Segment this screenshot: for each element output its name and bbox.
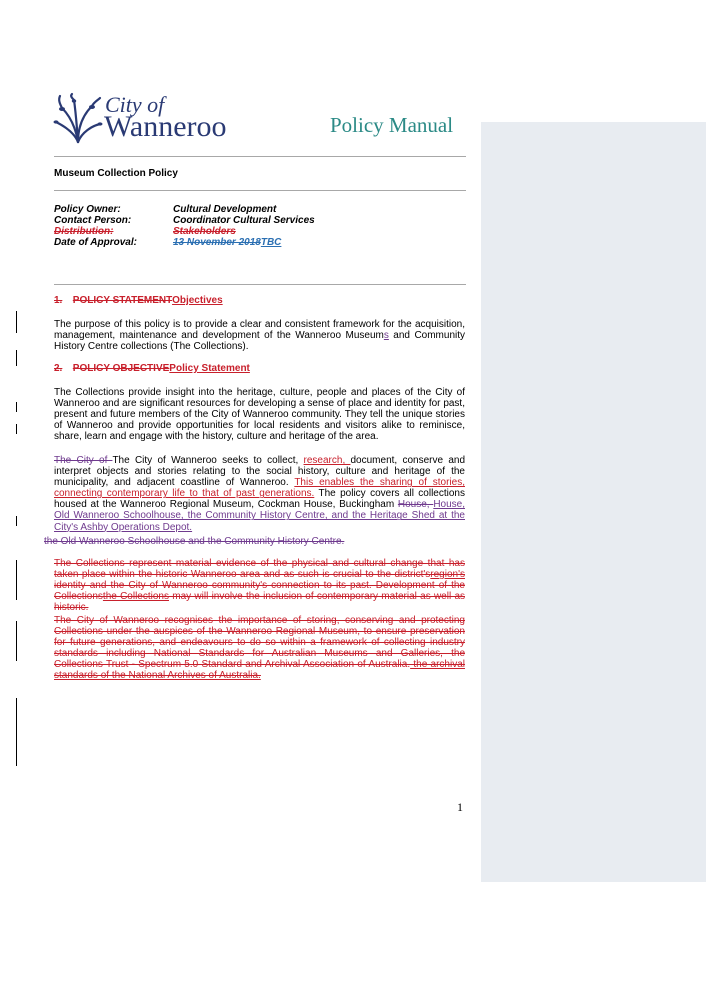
city-logo <box>52 92 242 144</box>
deleted-heading: POLICY OBJECTIVE <box>72 363 170 374</box>
change-bar <box>16 350 17 366</box>
inserted-text: House, Old Wanneroo Schoolhouse, the Community History Centre, and the Heritage Shed at the City's Ashby Operations Depot. <box>54 499 465 533</box>
meta-row-contact <box>54 215 315 226</box>
change-bar <box>16 516 17 526</box>
body-text: The policy covers all collections housed at the Wanneroo Regional Museum, Cockman House, Buckingham <box>54 488 465 511</box>
body-text: and Community History Centre collections (The Collections). <box>54 330 466 353</box>
comment-pane <box>481 122 706 882</box>
change-bar <box>16 424 17 434</box>
section-heading-1 <box>54 295 223 306</box>
paragraph-collections-insight: The Collections provide insight into the heritage, culture, people and places of the City of Wanneroo and are significant resources for developing a sense of place and identity for past, present and future members of the City of Wanneroo community. They tell the unique stories of Wanneroo and provide opportunities for local residents and visitors alike to reminisce, share, learn and engage with the history, culture and heritage of the area. <box>54 387 465 443</box>
section-number: 2. <box>54 363 63 374</box>
deleted-text: may will <box>169 591 209 603</box>
meta-value: Cultural Development <box>173 204 277 215</box>
meta-value: Stakeholders <box>173 226 236 237</box>
inserted-heading: Objectives <box>172 295 223 306</box>
meta-label: Distribution: <box>54 226 114 237</box>
change-bar <box>16 621 17 661</box>
inserted-text: the archival standards of the National Archives of Australia. <box>54 659 465 682</box>
change-bar <box>16 311 17 333</box>
paragraph-material-evidence <box>54 558 465 613</box>
document-title: Museum Collection Policy <box>54 168 178 179</box>
inserted-text: region's <box>430 569 465 581</box>
change-bar <box>16 560 17 600</box>
paragraph-purpose <box>54 319 465 352</box>
inserted-date: TBC <box>260 237 282 248</box>
divider <box>54 156 466 157</box>
logo-text-city: City of <box>105 92 165 117</box>
deleted-text: involve the inclusion of contemporary material as well as historic. <box>54 591 465 614</box>
paragraph-deleted-schoolhouse: the Old Wanneroo Schoolhouse and the Community History Centre. <box>44 536 345 547</box>
inserted-text: s <box>383 330 389 342</box>
body-text: The purpose of this policy is to provide a clear and consistent framework for the acquisition, management, maintenance and development of the Wanneroo Museum <box>54 319 465 342</box>
paragraph-collect <box>54 455 465 533</box>
kangaroo-paw-icon <box>52 92 104 144</box>
inserted-heading: Policy Statement <box>169 363 250 374</box>
meta-label: Policy Owner: <box>54 204 121 215</box>
logo-text-wanneroo: Wanneroo <box>104 110 227 143</box>
manual-title: Policy Manual <box>330 113 454 137</box>
meta-label: Date of Approval: <box>54 237 137 248</box>
inserted-text: This enables the sharing of stories, connecting contemporary life to that of past generations. <box>54 477 465 500</box>
page-number: 1 <box>457 800 463 814</box>
meta-row-distribution <box>54 226 315 237</box>
inserted-text: research, <box>303 455 351 466</box>
divider <box>54 284 466 285</box>
body-text: The City of Wanneroo seeks to collect, <box>112 455 304 466</box>
meta-row-approval <box>54 237 315 248</box>
deleted-date: 13 November 2018 <box>173 237 261 248</box>
policy-metadata <box>54 204 315 248</box>
deleted-text: House, <box>397 499 434 511</box>
deleted-text: identity and the City of Wanneroo community's connection to its past. Development of the Collections <box>54 580 465 603</box>
deleted-text: The City of Wanneroo recognises the importance of storing, conserving and protecting Collections under the auspices of the Wanneroo Regional Museum, to ensure preservation for future generations, and endeavours to do so within a framework of collecting industry standards including National Standards for Australian Museums and Galleries, the Collections Trust - Spectrum 5.0 Standard and Archival Association of Australia. <box>54 615 465 671</box>
section-number: 1. <box>54 295 63 306</box>
body-text: document, conserve and interpret objects and stories relating to the social history, culture and heritage of the municipality, and adjacent coastline of Wanneroo. <box>54 455 466 489</box>
meta-row-owner <box>54 204 315 215</box>
section-heading-2 <box>54 363 250 374</box>
deleted-text: The City of <box>54 455 113 466</box>
inserted-text: the Collections <box>102 591 169 603</box>
deleted-heading: POLICY STATEMENT <box>72 295 173 306</box>
change-bar <box>16 402 17 412</box>
meta-value: Coordinator Cultural Services <box>173 215 315 226</box>
divider <box>54 190 466 191</box>
change-bar <box>16 698 17 766</box>
deleted-text: The Collections represent material evidence of the physical and cultural change that has taken place within the historic Wanneroo area and as such is crucial to the district's <box>54 558 465 581</box>
paragraph-storing-conserving <box>54 615 465 682</box>
meta-label: Contact Person: <box>54 215 132 226</box>
